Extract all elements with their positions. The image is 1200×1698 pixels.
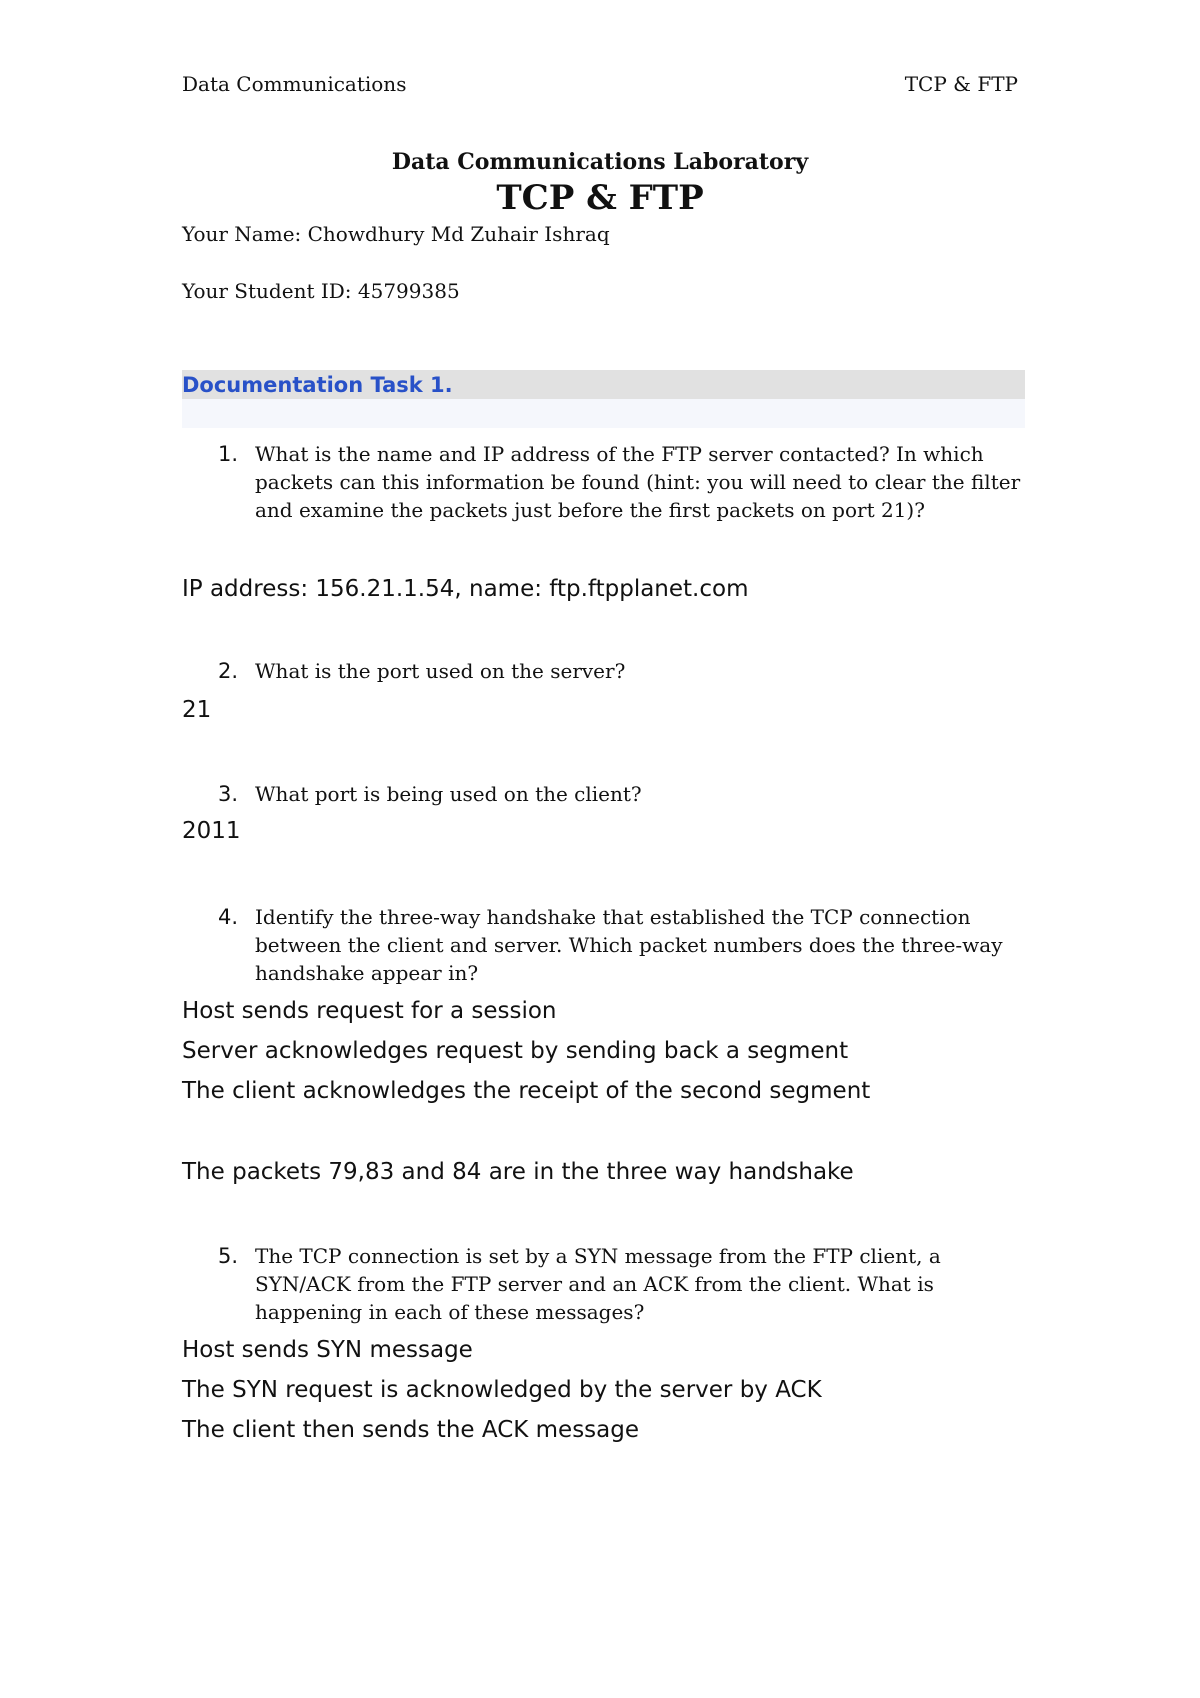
question-text: What is the port used on the server?	[255, 659, 626, 683]
document-title: Data Communications Laboratory	[391, 149, 809, 175]
question-text: What is the name and IP address of the FTP server contacted? In which packets can this information be found (hint: you will need to clear the filter and examine the packets just before the first packets on port 21)?	[255, 442, 1021, 522]
answer-1: IP address: 156.21.1.54, name: ftp.ftpplanet.com	[182, 576, 749, 602]
question-text: What port is being used on the client?	[255, 782, 642, 806]
answer-4-line: Host sends request for a session	[182, 998, 557, 1024]
header-left: Data Communications	[182, 72, 407, 96]
question-text: Identify the three-way handshake that established the TCP connection between the client and server. Which packet numbers does the three-way handshake appear in?	[255, 905, 1003, 985]
header-right: TCP & FTP	[904, 72, 1018, 96]
document-subtitle: TCP & FTP	[496, 178, 704, 218]
answer-4-line: The client acknowledges the receipt of the second segment	[182, 1078, 871, 1104]
question-number: 4.	[218, 905, 239, 929]
answer-5-line: Host sends SYN message	[182, 1337, 473, 1363]
answer-2: 21	[182, 697, 212, 723]
answer-4-line: The packets 79,83 and 84 are in the three way handshake	[182, 1159, 854, 1185]
question-number: 2.	[218, 659, 239, 683]
section-heading	[182, 370, 1025, 428]
student-name: Your Name: Chowdhury Md Zuhair Ishraq	[182, 222, 610, 246]
answer-5-line: The SYN request is acknowledged by the server by ACK	[182, 1377, 822, 1403]
answer-5-line: The client then sends the ACK message	[182, 1417, 640, 1443]
question-number: 5.	[218, 1244, 239, 1268]
question-number: 1.	[218, 442, 239, 466]
answer-3: 2011	[182, 818, 241, 844]
section-label: Documentation Task 1.	[182, 373, 453, 397]
question-number: 3.	[218, 782, 239, 806]
question-text: The TCP connection is set by a SYN message from the FTP client, a SYN/ACK from the FTP server and an ACK from the client. What is happening in each of these messages?	[255, 1244, 941, 1324]
section-bar-light	[182, 399, 1025, 428]
answer-4-line: Server acknowledges request by sending back a segment	[182, 1038, 849, 1064]
student-id: Your Student ID: 45799385	[182, 279, 460, 303]
